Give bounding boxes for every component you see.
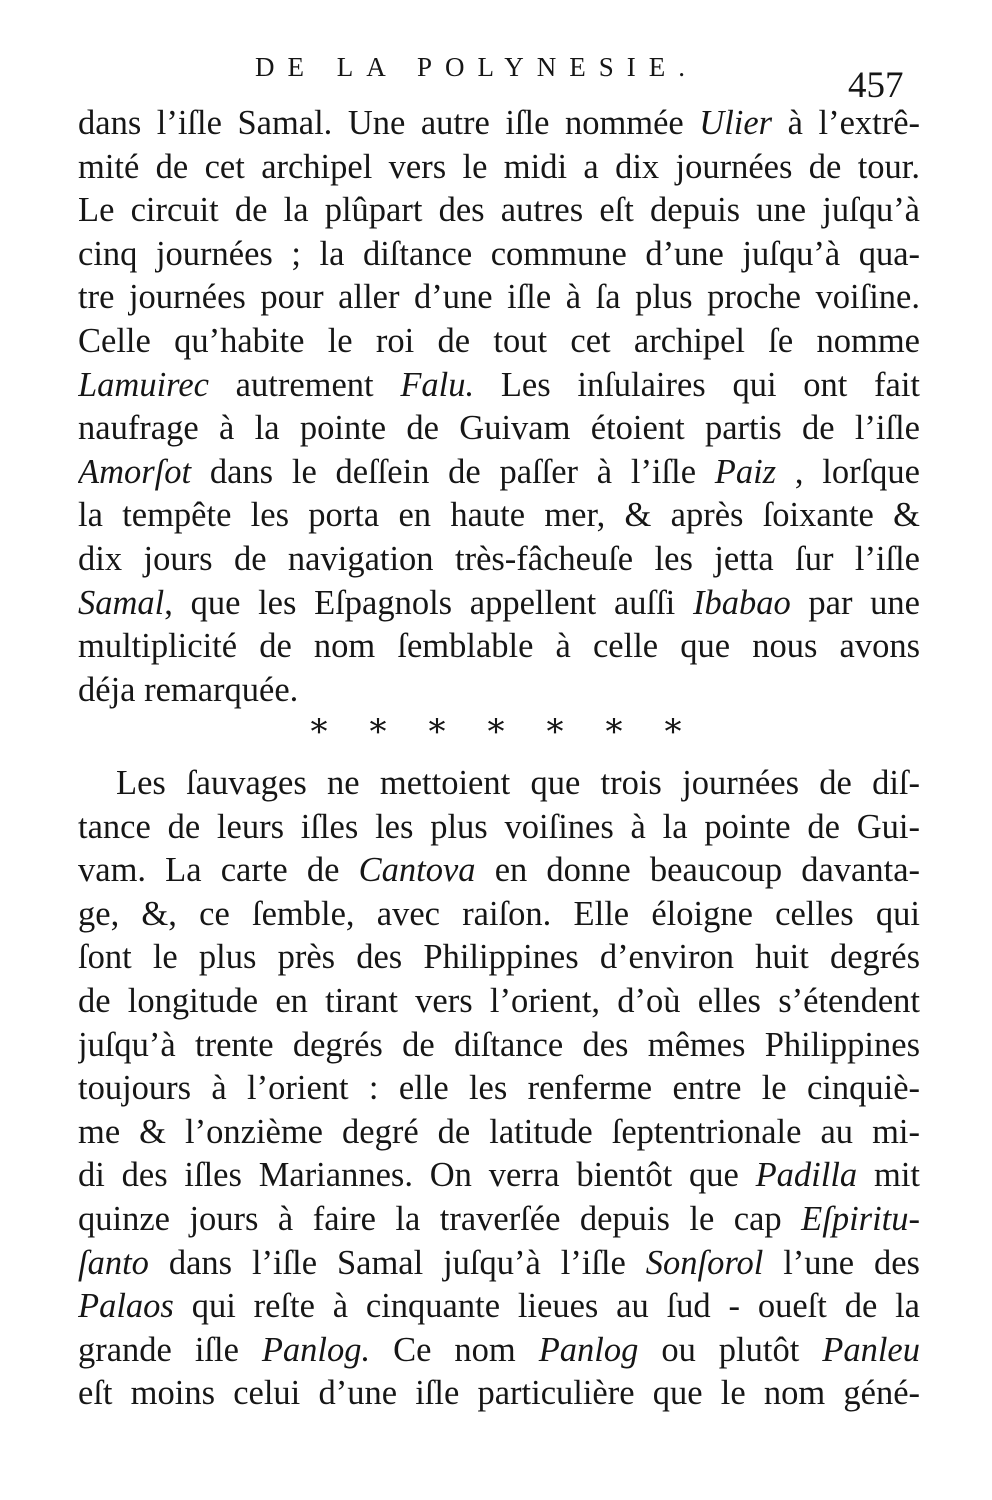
text-line <box>78 893 920 937</box>
italic-term: Cantova <box>358 851 476 890</box>
text-run: toujours à l’orient : elle les renferme entre le cinquiè- <box>78 1069 920 1108</box>
text-run: la tempête les porta en haute mer, & après ſoixante & <box>78 496 920 535</box>
italic-term: Panleu <box>822 1330 920 1369</box>
running-title: DE LA POLYNESIE. <box>255 52 699 82</box>
text-line <box>78 320 920 364</box>
text-line <box>78 936 920 980</box>
italic-term: Padilla <box>755 1156 858 1195</box>
text-line <box>78 1024 920 1068</box>
text-run: Les inſulaires qui ont fait <box>474 365 920 404</box>
text-line <box>78 1372 920 1416</box>
text-run: multiplicité de nom ſemblable à celle que nous avons <box>78 627 920 666</box>
text-line <box>78 189 920 233</box>
text-line <box>78 806 920 850</box>
text-run: l’une des <box>763 1243 920 1282</box>
text-line <box>78 1067 920 1111</box>
text-run: juſqu’à trente degrés de diſtance des mêmes Philippines <box>78 1025 920 1064</box>
asterisk: * <box>310 712 349 752</box>
asterisk: * <box>664 712 703 752</box>
text-line <box>78 1198 920 1242</box>
text-line <box>78 233 920 277</box>
text-line <box>78 102 920 146</box>
italic-term: Ibabao <box>692 583 791 622</box>
text-run: Celle qu’habite le roi de tout cet archipel ſe nomme <box>78 321 920 360</box>
text-run: , lorſque <box>776 452 920 491</box>
text-line <box>78 451 920 495</box>
text-run: dans l’iſle Samal. Une autre iſle nommée <box>78 104 700 142</box>
page-number: 457 <box>848 65 904 106</box>
text-run: grande iſle <box>78 1330 262 1369</box>
text-line <box>78 1242 920 1286</box>
text-line <box>78 538 920 582</box>
italic-term: Samal <box>78 583 165 622</box>
text-run: ge, &, ce ſemble, avec raiſon. Elle éloigne celles qui <box>78 894 920 933</box>
italic-term: ſanto <box>78 1243 149 1282</box>
text-run: mit <box>857 1156 920 1195</box>
text-run: tre journées pour aller d’une iſle à ſa plus proche voiſine. <box>78 278 920 317</box>
asterisk: * <box>369 712 408 752</box>
asterisk: * <box>487 712 526 752</box>
text-run: tance de leurs iſles les plus voiſines à la pointe de Gui- <box>78 807 920 846</box>
text-line <box>78 1285 920 1329</box>
text-run: eſt moins celui d’une iſle particulière que le nom géné- <box>78 1374 920 1413</box>
text-line <box>78 1329 920 1373</box>
text-run: en donne beaucoup davanta- <box>475 851 920 890</box>
text-run: Ce nom <box>370 1330 539 1369</box>
italic-term: Eſpiritu- <box>801 1199 920 1238</box>
text-line <box>78 762 920 806</box>
asterisk: * <box>428 712 467 752</box>
italic-term: Panlog <box>538 1330 639 1369</box>
text-run: naufrage à la pointe de Guivam étoient partis de l’iſle <box>78 409 920 448</box>
text-line <box>78 1154 920 1198</box>
text-run: dans l’iſle Samal juſqu’à l’iſle <box>148 1243 646 1282</box>
paragraph-2 <box>78 762 920 1416</box>
text-line <box>78 146 920 190</box>
text-run: quinze jours à faire la traverſée depuis le cap <box>78 1199 802 1238</box>
asterisk: * <box>546 712 585 752</box>
text-run: ſont le plus près des Philippines d’environ huit degrés <box>78 938 920 977</box>
italic-term: Sonſorol <box>645 1243 764 1282</box>
text-line <box>78 625 920 669</box>
asterisk: * <box>605 712 644 752</box>
text-line <box>78 669 920 713</box>
italic-term: Amorſot <box>78 452 192 491</box>
italic-term: Ulier <box>699 104 773 142</box>
text-line <box>78 980 920 1024</box>
text-line <box>78 364 920 408</box>
text-run: de longitude en tirant vers l’orient, d’où elles s’étendent <box>78 981 920 1020</box>
text-run: me & l’onzième degré de latitude ſeptentrionale au mi- <box>78 1112 920 1151</box>
text-run: ou plutôt <box>638 1330 823 1369</box>
text-line <box>78 1111 920 1155</box>
text-run: déja remarquée. <box>78 670 299 709</box>
text-run: mité de cet archipel vers le midi a dix journées de tour. <box>78 147 920 186</box>
text-run: di des iſles Mariannes. On verra bientôt que <box>78 1156 756 1195</box>
italic-term: Falu. <box>400 365 475 404</box>
text-line <box>78 582 920 626</box>
italic-term: Paiz <box>714 452 777 491</box>
italic-term: Lamuirec <box>78 365 209 404</box>
text-run: autrement <box>208 365 401 404</box>
text-run: dans le deſſein de paſſer à l’iſle <box>191 452 715 491</box>
text-line <box>78 407 920 451</box>
italic-term: Palaos <box>78 1287 174 1326</box>
text-run: , que les Eſpagnols appellent auſſi <box>164 583 693 622</box>
text-line <box>78 276 920 320</box>
text-run: qui reſte à cinquante lieues au ſud - oueſt de la <box>173 1287 920 1326</box>
text-line <box>78 849 920 893</box>
text-run: Le circuit de la plûpart des autres eſt depuis une juſqu’à <box>78 191 920 230</box>
text-run: par une <box>790 583 920 622</box>
section-separator <box>0 712 992 752</box>
italic-term: Panlog. <box>261 1330 371 1369</box>
text-run: dix jours de navigation très-fâcheuſe les jetta ſur l’iſle <box>78 539 920 578</box>
text-run: vam. La carte de <box>78 851 359 890</box>
paragraph-1 <box>78 102 920 712</box>
text-run: Les ſauvages ne mettoient que trois journées de diſ- <box>116 764 920 802</box>
text-run: cinq journées ; la diſtance commune d’une juſqu’à qua- <box>78 234 920 273</box>
text-line <box>78 494 920 538</box>
text-run: à l’extrê- <box>772 104 920 142</box>
